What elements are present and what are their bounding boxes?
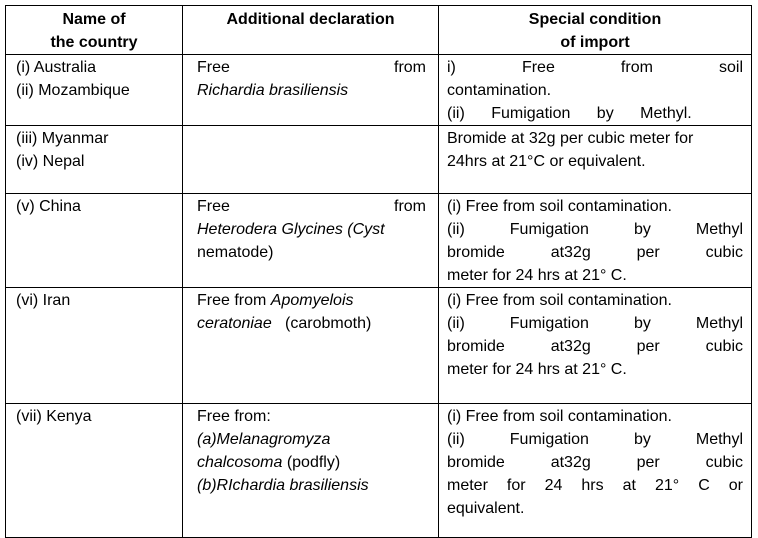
declaration-line: nematode)	[197, 244, 274, 261]
condition-line: equivalent.	[447, 500, 525, 517]
country-cell	[6, 194, 183, 288]
declaration-line: Free from:	[197, 408, 271, 425]
condition-cell	[439, 288, 752, 404]
declaration-line: chalcosoma (podfly)	[197, 454, 341, 471]
declaration-line: Free from	[197, 59, 426, 76]
table-row	[6, 404, 752, 538]
header-condition	[439, 6, 752, 55]
condition-cell	[439, 194, 752, 288]
condition-line: meter for 24 hrs at 21° C.	[447, 267, 627, 284]
country-name: (ii) Mozambique	[16, 82, 130, 99]
declaration-cell	[183, 194, 439, 288]
country-name: (v) China	[16, 198, 81, 215]
country-name: (iv) Nepal	[16, 153, 85, 170]
declaration-cell	[183, 404, 439, 538]
declaration-cell	[183, 288, 439, 404]
condition-line: (ii) Fumigation by Methyl	[447, 221, 743, 238]
condition-line: (i) Free from soil contamination.	[447, 292, 672, 309]
condition-line: (ii) Fumigation by Methyl.	[447, 105, 692, 122]
country-cell	[6, 288, 183, 404]
condition-line: (i) Free from soil contamination.	[447, 408, 672, 425]
country-name: (i) Australia	[16, 59, 97, 76]
header-declaration	[183, 6, 439, 55]
table-row	[6, 126, 752, 194]
country-cell	[6, 126, 183, 194]
declaration-species: (b)RIchardia brasiliensis	[197, 477, 369, 494]
condition-line: meter for 24 hrs at 21° C.	[447, 361, 627, 378]
condition-line: contamination.	[447, 82, 552, 99]
declaration-cell	[183, 55, 439, 126]
condition-cell	[439, 404, 752, 538]
condition-line: bromide at32g per cubic	[447, 454, 743, 471]
condition-cell	[439, 55, 752, 126]
declaration-species: Apomyelois	[270, 292, 354, 309]
country-name: (vii) Kenya	[16, 408, 92, 425]
country-name: (iii) Myanmar	[16, 130, 109, 147]
header-country-line: Name of	[62, 11, 126, 28]
condition-line: (ii) Fumigation by Methyl	[447, 431, 743, 448]
header-country-line: the country	[50, 34, 138, 51]
declaration-line: Free from	[197, 198, 426, 215]
declaration-species: Heterodera Glycines (Cyst	[197, 221, 385, 238]
condition-cell	[439, 126, 752, 194]
table-row	[6, 288, 752, 404]
condition-line: 24hrs at 21°C or equivalent.	[447, 153, 646, 170]
condition-line: (ii) Fumigation by Methyl	[447, 315, 743, 332]
condition-line: i) Free from soil	[447, 59, 743, 76]
import-conditions-table	[5, 5, 752, 538]
condition-line: meter for 24 hrs at 21° C or	[447, 477, 743, 494]
declaration-species: (a)Melanagromyza	[197, 431, 331, 448]
table-row	[6, 194, 752, 288]
declaration-species: Richardia brasiliensis	[197, 82, 349, 99]
condition-line: bromide at32g per cubic	[447, 338, 743, 355]
country-cell	[6, 404, 183, 538]
header-declaration-label: Additional declaration	[226, 11, 395, 28]
header-condition-line: Special condition	[528, 11, 662, 28]
table-row	[6, 55, 752, 126]
header-condition-line: of import	[560, 34, 630, 51]
declaration-species: chalcosoma	[197, 454, 283, 471]
declaration-line: Free from Apomyelois	[197, 292, 354, 309]
header-row	[6, 6, 752, 55]
declaration-species: ceratoniae	[197, 315, 272, 332]
header-country	[6, 6, 183, 55]
declaration-line: ceratoniae (carobmoth)	[197, 315, 372, 332]
condition-line: bromide at32g per cubic	[447, 244, 743, 261]
condition-line: (i) Free from soil contamination.	[447, 198, 672, 215]
declaration-cell	[183, 126, 439, 194]
condition-line: Bromide at 32g per cubic meter for	[447, 130, 694, 147]
country-name: (vi) Iran	[16, 292, 71, 309]
country-cell	[6, 55, 183, 126]
